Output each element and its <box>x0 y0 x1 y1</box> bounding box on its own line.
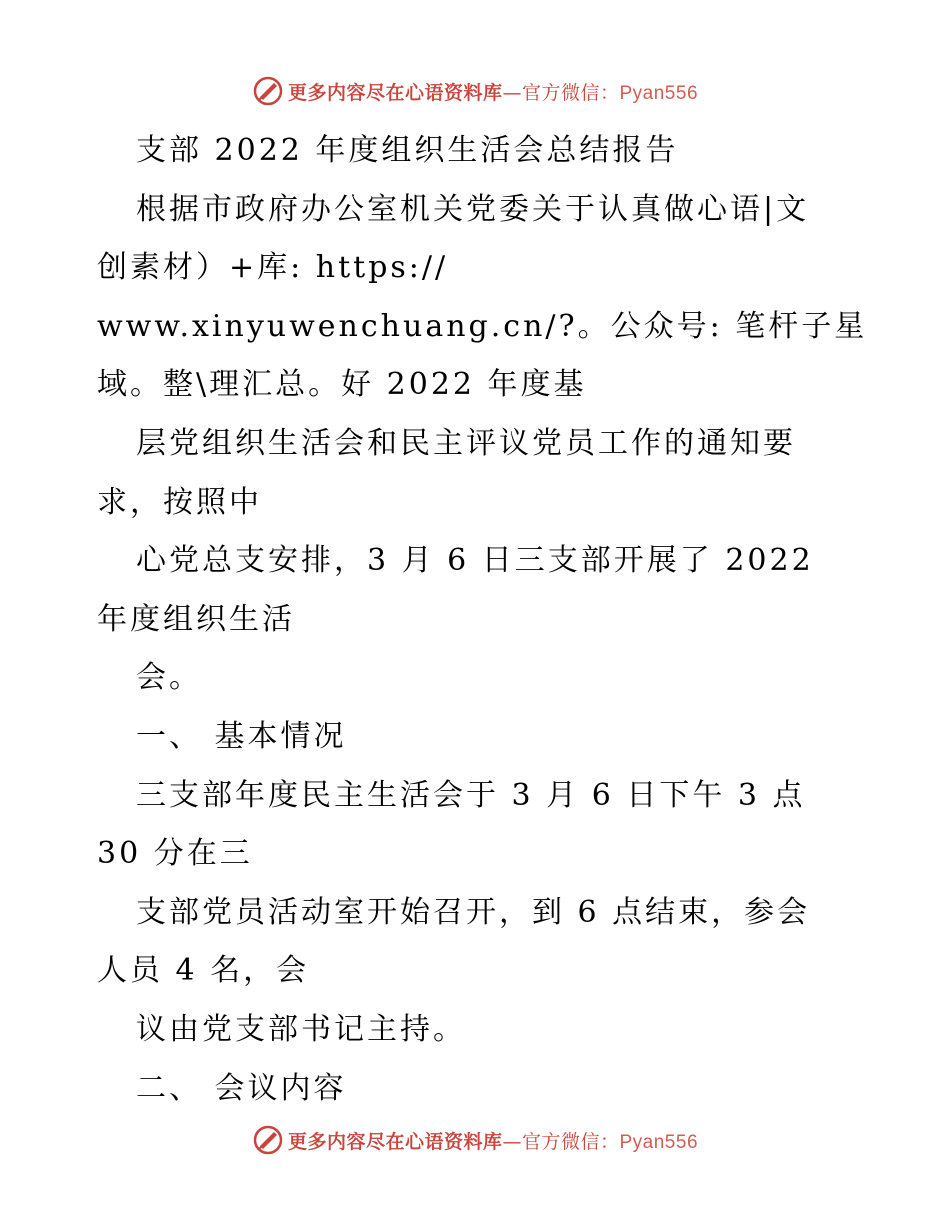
doc-line: 层党组织生活会和民主评议党员工作的通知要 <box>136 425 796 461</box>
section-heading: 一、 基本情况 <box>136 718 347 754</box>
banner-wechat-id: Pyan556 <box>619 1131 699 1153</box>
doc-line: 域。整\理汇总。好 2022 年度基 <box>97 367 587 403</box>
doc-line: 年度组织生活 <box>97 601 295 637</box>
doc-line: 议由党支部书记主持。 <box>136 1011 466 1047</box>
doc-line: 三支部年度民主生活会于 3 月 6 日下午 3 点 <box>136 777 806 813</box>
document-body <box>97 122 868 1118</box>
doc-line: 创素材）+库: https:// <box>97 250 449 286</box>
doc-line: 求，按照中 <box>97 484 262 520</box>
footer-banner <box>0 1120 950 1160</box>
header-banner <box>0 71 950 111</box>
doc-line: 30 分在三 <box>97 836 253 872</box>
doc-line: 人员 4 名，会 <box>97 953 310 989</box>
banner-wechat-label: 官方微信： <box>521 1130 620 1153</box>
banner-dash: — <box>502 81 522 104</box>
doc-line: www.xinyuwenchuang.cn/?。公众号: 笔杆子星 <box>97 308 868 344</box>
banner-wechat-id: Pyan556 <box>619 82 699 104</box>
banner-slogan: 更多内容尽在心语资料库 <box>287 81 503 104</box>
doc-line: 心党总支安排，3 月 6 日三支部开展了 2022 <box>136 543 814 579</box>
banner-text <box>288 1127 698 1154</box>
banner-text <box>288 78 698 105</box>
quill-logo-icon <box>252 75 284 107</box>
banner-dash: — <box>502 1130 522 1153</box>
banner-slogan: 更多内容尽在心语资料库 <box>287 1130 503 1153</box>
quill-logo-icon <box>252 1124 284 1156</box>
doc-title: 支部 2022 年度组织生活会总结报告 <box>136 133 679 168</box>
doc-line: 会。 <box>136 660 202 696</box>
doc-line: 支部党员活动室开始召开，到 6 点结束，参会 <box>136 894 811 930</box>
doc-line: 根据市政府办公室机关党委关于认真做心语|文 <box>136 191 810 227</box>
section-heading: 二、 会议内容 <box>136 1070 347 1106</box>
banner-wechat-label: 官方微信： <box>521 81 620 104</box>
